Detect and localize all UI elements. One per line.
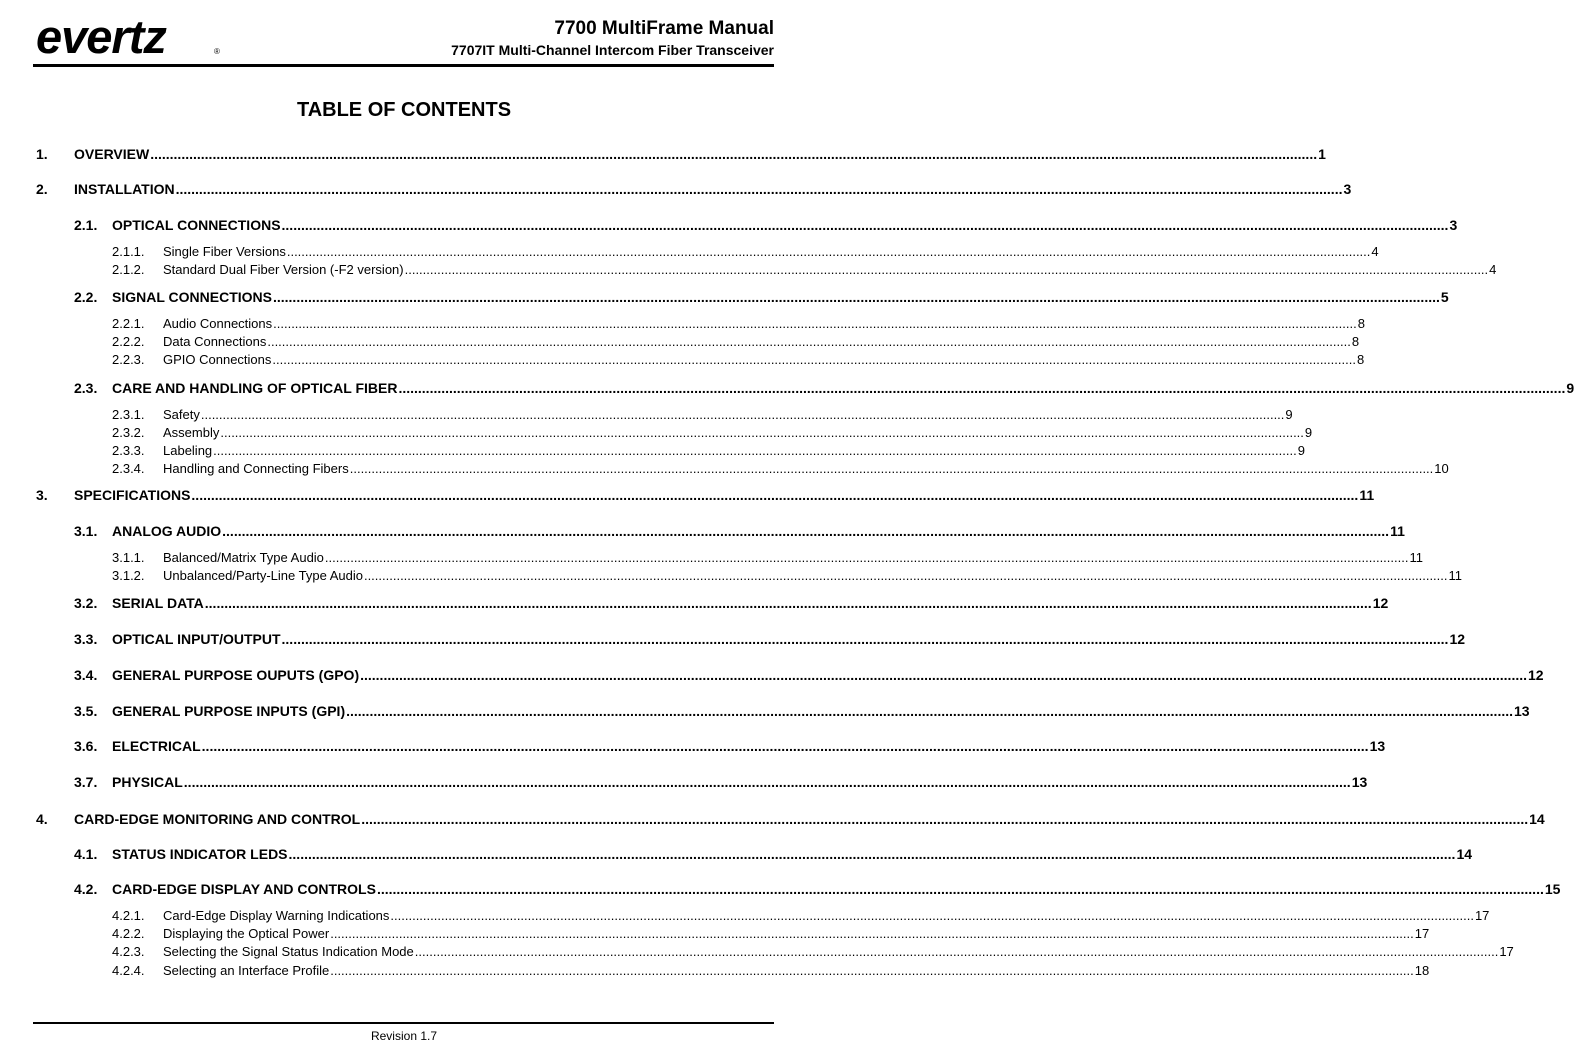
toc-entry-number: 3.5. <box>74 703 98 719</box>
toc-entry[interactable] <box>112 261 1497 279</box>
toc-entry-page: 11 <box>1390 523 1405 539</box>
toc-dot-leader: ............................................................................................................................................................................................................................................................................................................ <box>281 631 1449 647</box>
toc-entry-page: 12 <box>1372 595 1389 611</box>
toc-entry[interactable] <box>112 460 1449 478</box>
toc-dot-leader: ............................................................................................................................................................................................................................................................................................................ <box>361 811 1529 827</box>
toc-entry-number: 3.1. <box>74 523 98 539</box>
toc-entry-title: INSTALLATION <box>74 181 175 197</box>
toc-entry-title: SERIAL DATA <box>112 595 204 611</box>
toc-entry-page: 5 <box>1440 289 1449 305</box>
toc-entry-number: 1. <box>36 146 48 162</box>
toc-entry-title: Card-Edge Display Warning Indications <box>163 908 390 923</box>
toc-entry-page: 9 <box>1285 407 1293 422</box>
toc-entry-number: 4.1. <box>74 846 98 862</box>
toc-entry-page: 4 <box>1489 262 1497 277</box>
toc-entry[interactable] <box>74 845 1473 863</box>
toc-heading: TABLE OF CONTENTS <box>296 99 512 121</box>
toc-entry[interactable] <box>112 424 1313 442</box>
toc-entry-title: GENERAL PURPOSE INPUTS (GPI) <box>112 703 346 719</box>
toc-entry-title: CARD-EDGE MONITORING AND CONTROL <box>74 811 361 827</box>
toc-entry-number: 3.3. <box>74 631 98 647</box>
toc-entry[interactable] <box>112 567 1462 585</box>
toc-entry-page: 9 <box>1304 425 1313 440</box>
toc-entry-number: 2. <box>36 181 48 197</box>
toc-dot-leader: ............................................................................................................................................................................................................................................................................................................ <box>273 316 1357 331</box>
toc-entry[interactable] <box>74 702 1530 720</box>
toc-entry-page: 17 <box>1499 944 1514 959</box>
toc-entry-page: 3 <box>1343 181 1352 197</box>
toc-dot-leader: ............................................................................................................................................................................................................................................................................................................ <box>272 289 1440 305</box>
toc-entry[interactable] <box>74 522 1405 540</box>
toc-entry-title: ANALOG AUDIO <box>112 523 222 539</box>
toc-entry-number: 2.3.4. <box>112 461 145 476</box>
toc-entry-page: 8 <box>1351 334 1360 349</box>
toc-entry-title: Selecting an Interface Profile <box>163 963 330 978</box>
toc-entry-page: 11 <box>1409 550 1423 565</box>
toc-entry-number: 2.2.3. <box>112 352 145 367</box>
toc-entry-number: 2.3. <box>74 380 98 396</box>
toc-dot-leader: ............................................................................................................................................................................................................................................................................................................ <box>330 926 1414 941</box>
toc-entry-title: GPIO Connections <box>163 352 272 367</box>
toc-entry-number: 3.1.1. <box>112 550 145 565</box>
toc-entry-number: 4.2.3. <box>112 944 145 959</box>
toc-entry-title: PHYSICAL <box>112 774 183 790</box>
toc-dot-leader: ............................................................................................................................................................................................................................................................................................................ <box>376 881 1544 897</box>
toc-entry-page: 9 <box>1566 380 1574 396</box>
toc-entry-page: 11 <box>1359 487 1375 503</box>
toc-entry-page: 18 <box>1414 963 1430 978</box>
toc-entry-page: 8 <box>1356 352 1365 367</box>
toc-entry[interactable] <box>112 351 1365 369</box>
toc-entry-number: 2.1.2. <box>112 262 145 277</box>
toc-entry-page: 15 <box>1544 881 1561 897</box>
toc-entry[interactable] <box>74 773 1368 791</box>
toc-dot-leader: ............................................................................................................................................................................................................................................................................................................ <box>346 703 1514 719</box>
toc-entry[interactable] <box>36 145 1326 163</box>
toc-entry-title: OPTICAL INPUT/OUTPUT <box>112 631 281 647</box>
toc-entry-title: Single Fiber Versions <box>163 244 286 259</box>
toc-entry-number: 4. <box>36 811 48 827</box>
toc-entry-number: 3.7. <box>74 774 98 790</box>
toc-dot-leader: ............................................................................................................................................................................................................................................................................................................ <box>286 244 1371 259</box>
toc-entry-title: Assembly <box>163 425 220 440</box>
toc-entry-number: 3.2. <box>74 595 98 611</box>
toc-entry-title: Handling and Connecting Fibers <box>163 461 349 476</box>
toc-entry-title: Safety <box>163 407 200 422</box>
toc-dot-leader: ............................................................................................................................................................................................................................................................................................................ <box>330 963 1414 978</box>
toc-entry-title: SIGNAL CONNECTIONS <box>112 289 272 305</box>
toc-dot-leader: ............................................................................................................................................................................................................................................................................................................ <box>288 846 1456 862</box>
toc-entry[interactable] <box>74 216 1458 234</box>
toc-entry-number: 2.3.1. <box>112 407 145 422</box>
toc-entry-title: ELECTRICAL <box>112 738 201 754</box>
toc-dot-leader: ............................................................................................................................................................................................................................................................................................................ <box>390 908 1474 923</box>
toc-entry-number: 4.2. <box>74 881 98 897</box>
toc-entry-number: 3.1.2. <box>112 568 145 583</box>
page-header <box>0 0 808 72</box>
toc-entry-number: 2.2. <box>74 289 98 305</box>
toc-entry-title: Unbalanced/Party-Line Type Audio <box>163 568 363 583</box>
toc-dot-leader: ............................................................................................................................................................................................................................................................................................................ <box>404 262 1489 277</box>
toc-entry[interactable] <box>112 549 1423 567</box>
toc-dot-leader: ............................................................................................................................................................................................................................................................................................................ <box>414 944 1499 959</box>
toc-dot-leader: ............................................................................................................................................................................................................................................................................................................ <box>150 146 1318 162</box>
toc-entry-page: 3 <box>1449 217 1458 233</box>
toc-entry-title: Labeling <box>163 443 213 458</box>
toc-dot-leader: ............................................................................................................................................................................................................................................................................................................ <box>349 461 1434 476</box>
toc-dot-leader: ............................................................................................................................................................................................................................................................................................................ <box>200 407 1285 422</box>
toc-entry-page: 13 <box>1351 774 1368 790</box>
toc-entry-title: OPTICAL CONNECTIONS <box>112 217 281 233</box>
toc-entry-page: 17 <box>1474 908 1490 923</box>
toc-entry-page: 12 <box>1449 631 1466 647</box>
toc-entry[interactable] <box>112 943 1514 961</box>
toc-entry-page: 10 <box>1434 461 1449 476</box>
toc-dot-leader: ............................................................................................................................................................................................................................................................................................................ <box>183 774 1351 790</box>
toc-dot-leader: ............................................................................................................................................................................................................................................................................................................ <box>204 595 1372 611</box>
toc-entry[interactable] <box>74 737 1386 755</box>
toc-entry[interactable] <box>112 925 1430 943</box>
toc-entry-title: CARE AND HANDLING OF OPTICAL FIBER <box>112 380 398 396</box>
toc-entry-page: 14 <box>1456 846 1473 862</box>
toc-entry[interactable] <box>74 666 1544 684</box>
toc-entry-number: 2.1.1. <box>112 244 145 259</box>
toc-entry-number: 2.3.3. <box>112 443 145 458</box>
toc-dot-leader: ............................................................................................................................................................................................................................................................................................................ <box>201 738 1369 754</box>
toc-entry-title: Balanced/Matrix Type Audio <box>163 550 324 565</box>
toc-entry-number: 2.2.1. <box>112 316 145 331</box>
toc-entry-number: 4.2.1. <box>112 908 145 923</box>
toc-dot-leader: ............................................................................................................................................................................................................................................................................................................ <box>267 334 1351 349</box>
toc-entry[interactable] <box>112 442 1305 460</box>
toc-entry-number: 3.4. <box>74 667 98 683</box>
footer-divider <box>33 1022 774 1024</box>
toc-entry-page: 13 <box>1514 703 1530 719</box>
registered-mark: ® <box>214 47 220 56</box>
toc-entry-title: Selecting the Signal Status Indication Mode <box>163 944 414 959</box>
toc-entry[interactable] <box>74 880 1561 898</box>
revision-label: Revision 1.7 <box>370 1029 438 1043</box>
toc-entry-title: GENERAL PURPOSE OUPUTS (GPO) <box>112 667 360 683</box>
toc-entry[interactable] <box>74 630 1466 648</box>
toc-entry-number: 3. <box>36 487 48 503</box>
toc-entry[interactable] <box>112 962 1430 980</box>
toc-entry-title: Displaying the Optical Power <box>163 926 330 941</box>
toc-dot-leader: ............................................................................................................................................................................................................................................................................................................ <box>360 667 1528 683</box>
toc-dot-leader: ............................................................................................................................................................................................................................................................................................................ <box>281 217 1449 233</box>
toc-entry-page: 12 <box>1528 667 1544 683</box>
toc-entry-page: 1 <box>1318 146 1326 162</box>
toc-entry-number: 2.1. <box>74 217 98 233</box>
toc-entry[interactable] <box>112 406 1293 424</box>
toc-entry-page: 14 <box>1529 811 1545 827</box>
toc-entry[interactable] <box>112 315 1365 333</box>
toc-entry-page: 4 <box>1371 244 1379 259</box>
header-divider <box>33 64 774 67</box>
toc-dot-leader: ............................................................................................................................................................................................................................................................................................................ <box>175 181 1343 197</box>
toc-entry[interactable] <box>112 243 1379 261</box>
toc-entry-title: SPECIFICATIONS <box>74 487 191 503</box>
toc-entry[interactable] <box>74 288 1449 306</box>
toc-dot-leader: ............................................................................................................................................................................................................................................................................................................ <box>213 443 1297 458</box>
toc-entry-title: OVERVIEW <box>74 146 150 162</box>
toc-entry-title: Standard Dual Fiber Version (-F2 version) <box>163 262 404 277</box>
toc-entry[interactable] <box>36 810 1545 828</box>
manual-title: 7700 MultiFrame Manual <box>554 18 774 39</box>
toc-entry[interactable] <box>36 180 1352 198</box>
toc-dot-leader: ............................................................................................................................................................................................................................................................................................................ <box>363 568 1448 583</box>
toc-entry-page: 9 <box>1297 443 1305 458</box>
toc-entry[interactable] <box>74 379 1574 397</box>
toc-entry-page: 13 <box>1369 738 1386 754</box>
toc-entry-title: Audio Connections <box>163 316 273 331</box>
toc-entry-page: 11 <box>1448 568 1462 583</box>
toc-entry-number: 4.2.4. <box>112 963 145 978</box>
toc-entry[interactable] <box>112 907 1490 925</box>
toc-dot-leader: ............................................................................................................................................................................................................................................................................................................ <box>220 425 1304 440</box>
toc-entry-title: CARD-EDGE DISPLAY AND CONTROLS <box>112 881 376 897</box>
toc-entry-number: 3.6. <box>74 738 98 754</box>
toc-entry-number: 2.3.2. <box>112 425 145 440</box>
toc-entry-page: 17 <box>1414 926 1430 941</box>
evertz-logo: evertz <box>36 10 166 63</box>
toc-dot-leader: ............................................................................................................................................................................................................................................................................................................ <box>191 487 1359 503</box>
toc-entry[interactable] <box>74 594 1389 612</box>
toc-entry-page: 8 <box>1357 316 1365 331</box>
toc-entry[interactable] <box>112 333 1360 351</box>
toc-dot-leader: ............................................................................................................................................................................................................................................................................................................ <box>272 352 1356 367</box>
manual-subtitle: 7707IT Multi-Channel Intercom Fiber Transceiver <box>451 42 774 58</box>
toc-entry-title: STATUS INDICATOR LEDS <box>112 846 288 862</box>
toc-entry-number: 2.2.2. <box>112 334 145 349</box>
toc-dot-leader: ............................................................................................................................................................................................................................................................................................................ <box>398 380 1566 396</box>
toc-dot-leader: ............................................................................................................................................................................................................................................................................................................ <box>222 523 1390 539</box>
toc-entry[interactable] <box>36 486 1375 504</box>
toc-dot-leader: ............................................................................................................................................................................................................................................................................................................ <box>324 550 1409 565</box>
toc-entry-number: 4.2.2. <box>112 926 145 941</box>
toc-entry-title: Data Connections <box>163 334 267 349</box>
